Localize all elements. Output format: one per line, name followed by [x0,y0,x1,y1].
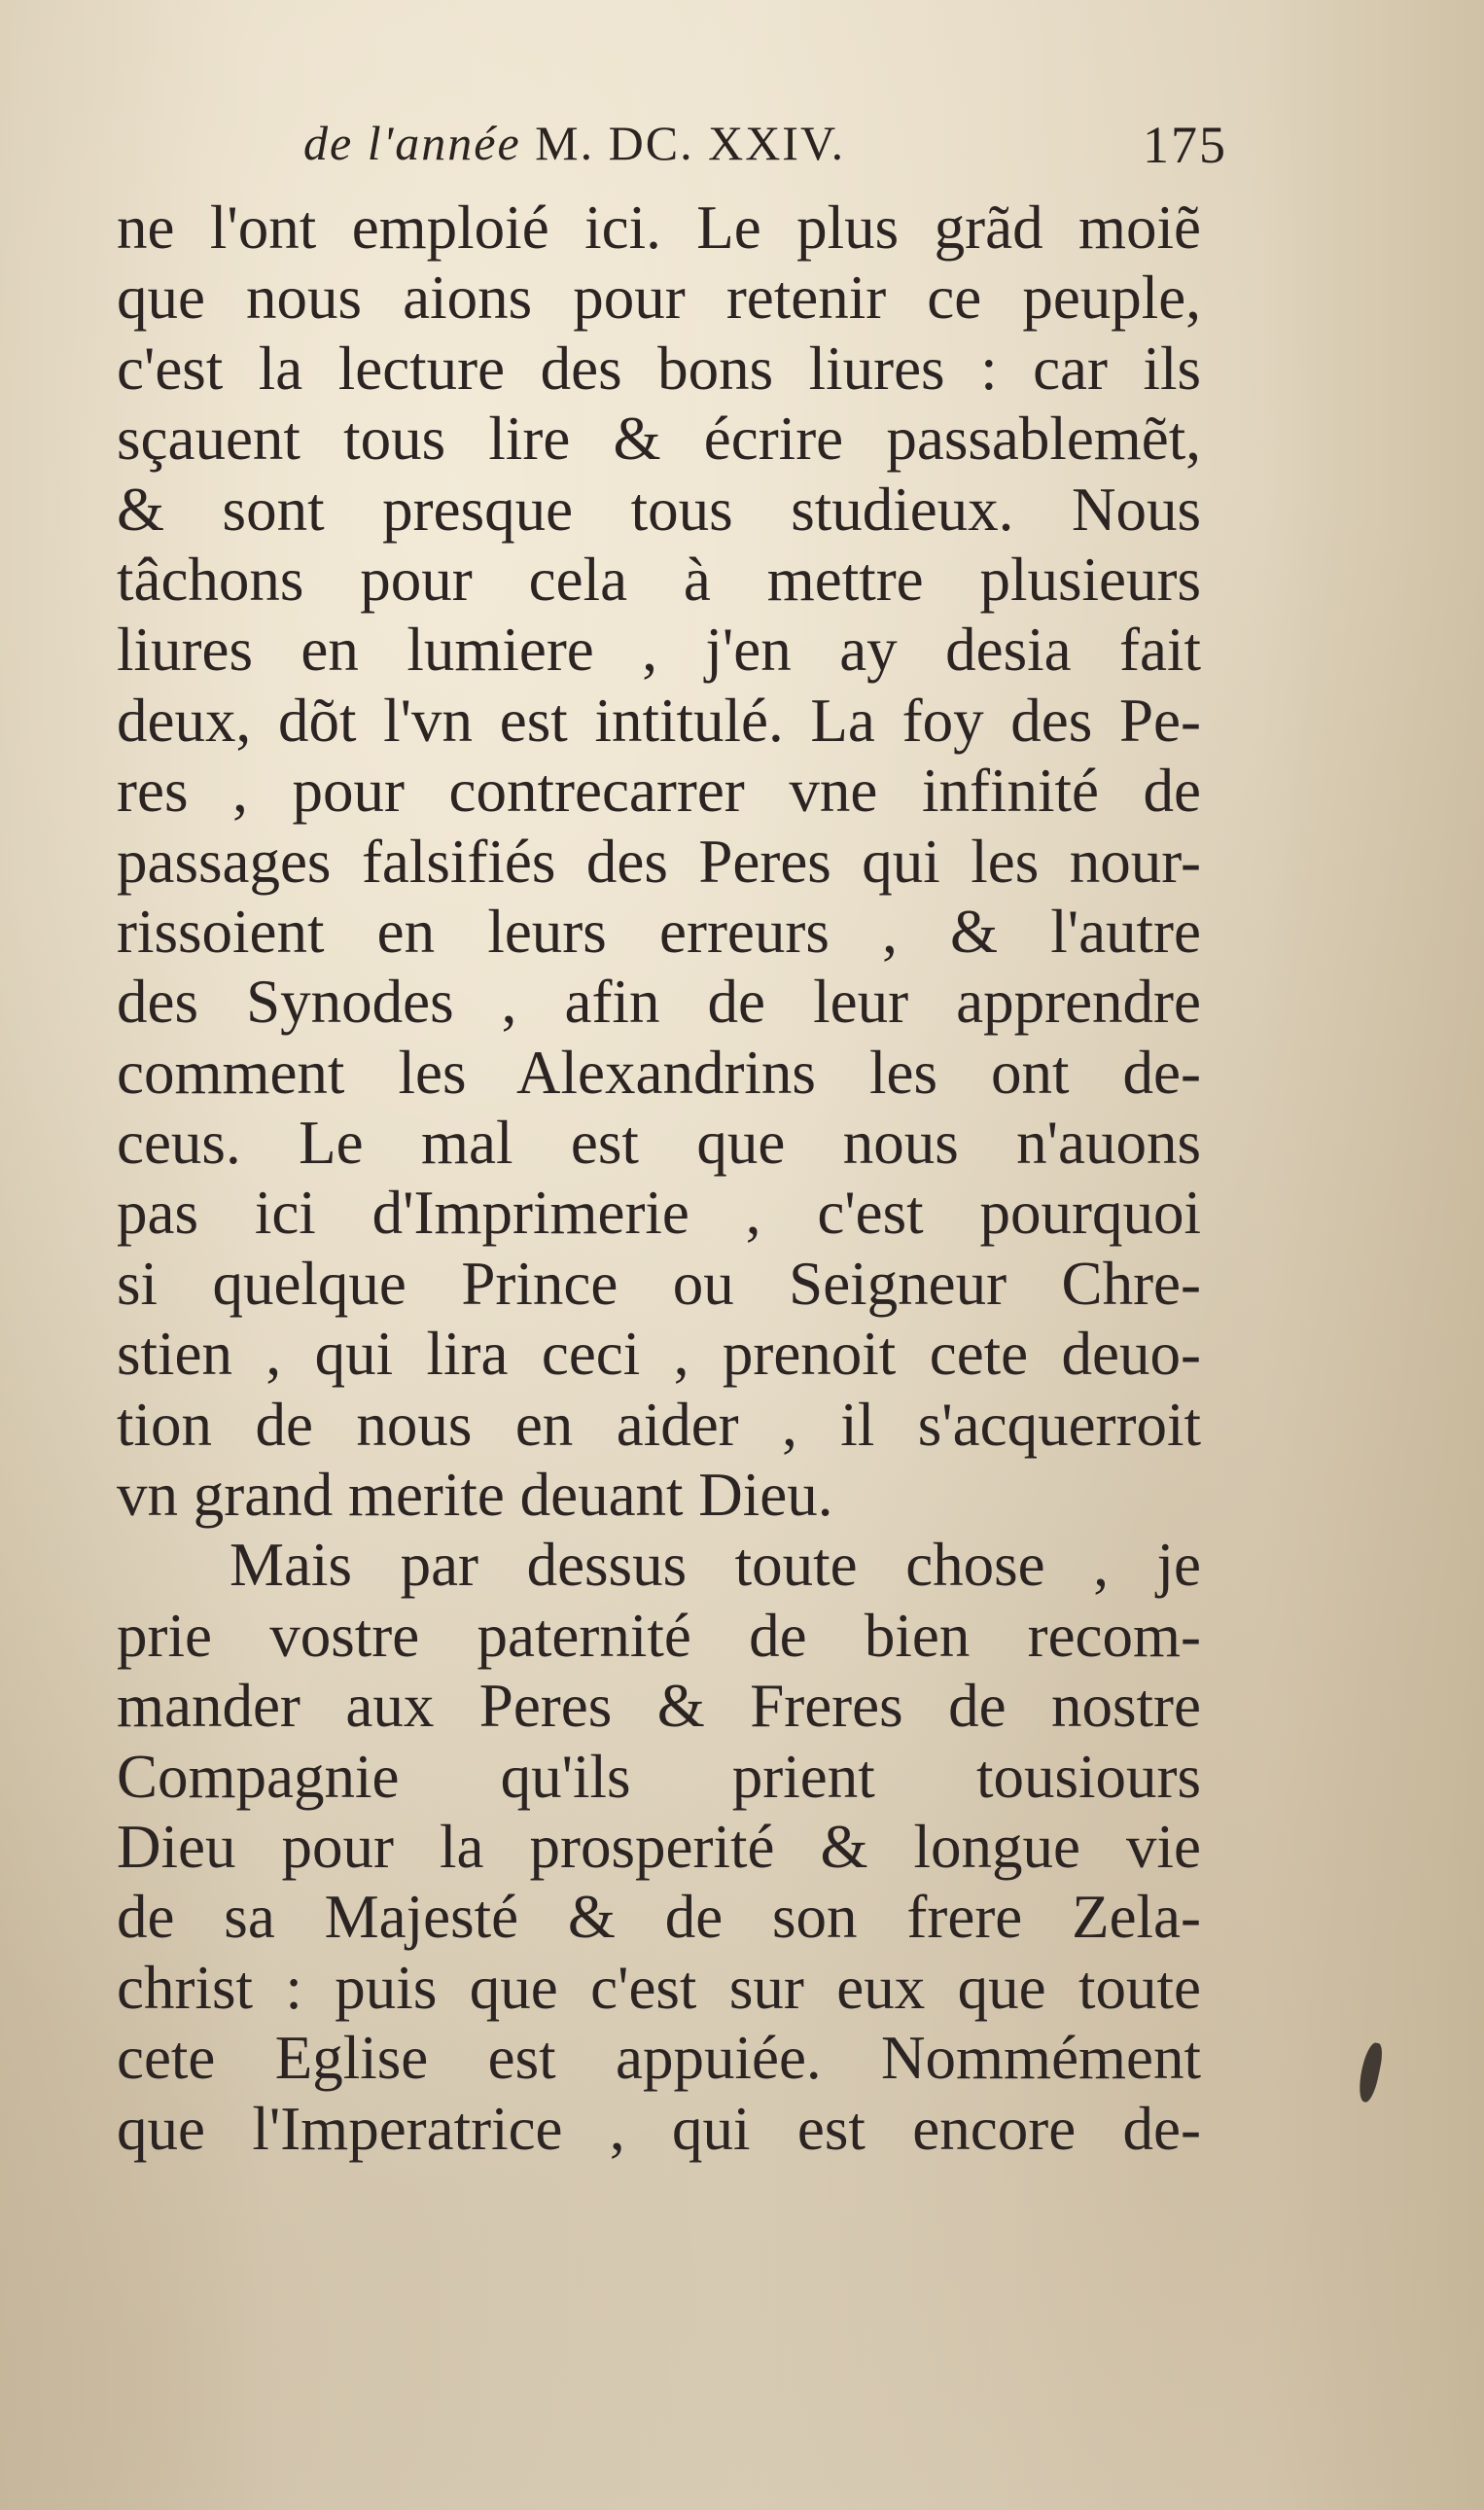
text-line: mander aux Peres & Freres de nostre [117,1672,1201,1741]
text-line: si quelque Prince ou Seigneur Chre- [117,1249,1201,1318]
running-head-italic: de l'année [303,116,521,170]
running-head-year: M. DC. XXIV. [535,116,846,170]
running-head [303,115,845,171]
text-line: que nous aions pour retenir ce peuple, [117,264,1201,333]
text-line: prie vostre paternité de bien recom- [117,1601,1201,1670]
text-line: cete Eglise est appuiée. Nommément [117,2024,1201,2093]
text-line: vn grand merite deuant Dieu. [117,1461,833,1530]
ink-blot [1356,2041,1385,2103]
text-line: tâchons pour cela à mettre plusieurs [117,545,1201,614]
text-line: ceus. Le mal est que nous n'auons [117,1109,1201,1178]
text-line: stien , qui lira ceci , prenoit cete deuo- [117,1320,1201,1389]
page-number: 175 [1143,116,1227,174]
text-line: deux, dõt l'vn est intitulé. La foy des Pe- [117,686,1201,755]
text-line: rissoient en leurs erreurs , & l'autre [117,897,1201,966]
text-line: Dieu pour la prosperité & longue vie [117,1812,1201,1881]
text-line: Compagnie qu'ils prient tousiours [117,1742,1201,1811]
text-line: tion de nous en aider , il s'acquerroit [117,1390,1201,1459]
text-line: pas ici d'Imprimerie , c'est pourquoi [117,1179,1201,1248]
text-line: res , pour contrecarrer vne infinité de [117,757,1201,826]
text-line: passages falsifiés des Peres qui les nour- [117,827,1201,896]
text-line: c'est la lecture des bons liures : car ils [117,334,1201,403]
text-line: que l'Imperatrice , qui est encore de- [117,2094,1201,2163]
text-line: des Synodes , afin de leur apprendre [117,968,1201,1037]
page-header [303,115,1227,183]
body-text [117,193,1201,2164]
text-line: de sa Majesté & de son frere Zela- [117,1883,1201,1952]
text-line: Mais par dessus toute chose , je [230,1531,1201,1600]
text-line: christ : puis que c'est sur eux que toute [117,1953,1201,2022]
text-line: ne l'ont emploié ici. Le plus grãd moiẽ [117,194,1201,262]
text-line: comment les Alexandrins les ont de- [117,1038,1201,1107]
text-line: liures en lumiere , j'en ay desia fait [117,616,1201,685]
text-line: & sont presque tous studieux. Nous [117,475,1201,544]
text-line: sçauent tous lire & écrire passablemẽt, [117,405,1201,474]
